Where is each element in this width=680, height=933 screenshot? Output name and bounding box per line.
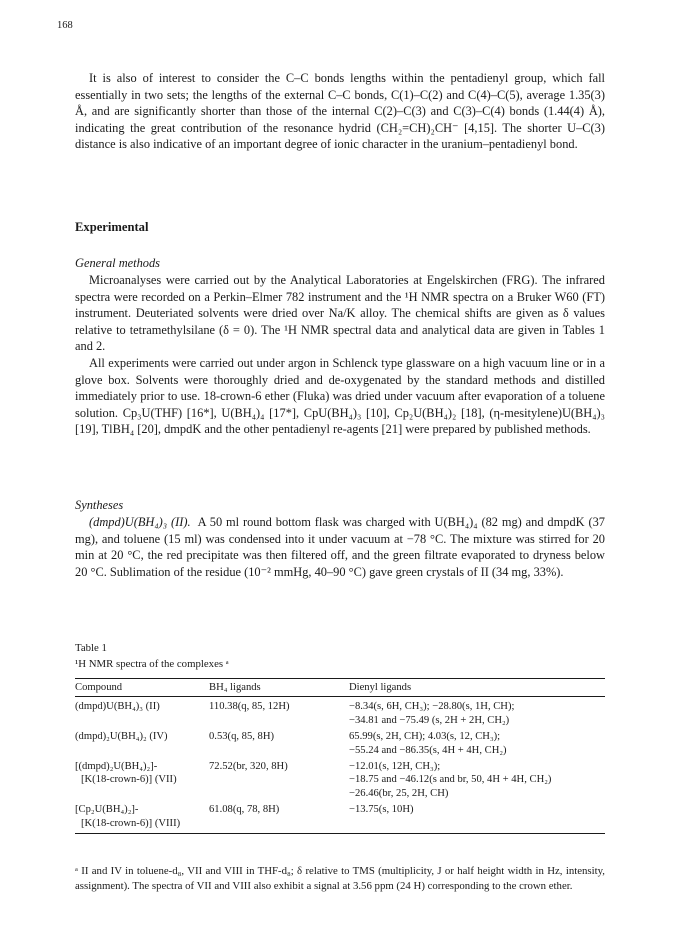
syntheses-paragraph (75, 514, 605, 580)
cell-line: 110.38(q, 85, 12H) (209, 701, 290, 713)
intro-section (75, 70, 605, 153)
cell-line: [K(18-crown-6)] (VIII) (81, 817, 181, 829)
cell-line: −8.34(s, 6H, CH₃); −28.80(s, 1H, CH); (349, 701, 515, 713)
cell-compound (75, 727, 195, 757)
cell-bh4 (195, 800, 349, 833)
nmr-table (75, 678, 605, 834)
cell-line: −18.75 and −46.12(s and br, 50, 4H + 4H, CH₂) (349, 774, 552, 786)
table-row (75, 697, 605, 727)
cell-line: −55.24 and −86.35(s, 4H + 4H, CH₂) (349, 744, 507, 756)
table-row (75, 800, 605, 833)
cell-dienyl (349, 800, 605, 833)
cell-compound (75, 697, 195, 727)
table-caption: ¹H NMR spectra of the complexes ᵃ (75, 658, 229, 670)
header-bh4-ligands: BH₄ ligands (195, 679, 349, 697)
cell-line: [K(18-crown-6)] (VII) (81, 774, 177, 786)
cell-dienyl (349, 757, 605, 800)
cell-compound (75, 800, 195, 833)
cell-line: 61.08(q, 78, 8H) (209, 804, 280, 816)
cell-line: 0.53(q, 85, 8H) (209, 731, 275, 743)
general-methods-paragraph-1: Microanalyses were carried out by the Analytical Laboratories at Engelskirchen (FRG). The infrared spectra were recorded on a Perkin–Elmer 782 instrument and the ¹H NMR spectra on a Bruker W60 (FT) instrument. Deuteriated solvents were dried over Na/K alloy. The chemical shifts are given as δ values relative to tetramethylsilane (δ = 0). The ¹H NMR spectral data and analytical data are given in Tables 1 and 2. (75, 273, 605, 354)
cell-dienyl (349, 697, 605, 727)
page-number: 168 (57, 20, 73, 31)
table-header-row (75, 679, 605, 697)
table-footnote: ᵃ II and IV in toluene-d₈, VII and VIII in THF-d₈; δ relative to TMS (multiplicity, J or half height width in Hz, intensity, assignment). The spectra of VII and VIII also exhibit a signal at 3.56 ppm (24 H) corresponding to the crown ether. (75, 865, 605, 892)
header-compound: Compound (75, 679, 195, 697)
cell-compound (75, 757, 195, 800)
cell-bh4 (195, 697, 349, 727)
syntheses-compound-label: (dmpd)U(BH₄)₃ (II). (89, 515, 191, 529)
syntheses-text: A 50 ml round bottom flask was charged with U(BH₄)₄ (82 mg) and dmpdK (37 mg), and toluene (15 ml) was condensed into it under vacuum at −78 °C. The mixture was stirred for 20 min at 20 °C, the red precipitate was then filtered off, and the green filtrate evaporated to dryness below 20 °C. Sublimation of the residue (10⁻² mmHg, 40–90 °C) gave green crystals of II (34 mg, 33%). (75, 515, 605, 579)
header-dienyl-ligands: Dienyl ligands (349, 679, 605, 697)
syntheses-section (75, 514, 605, 580)
cell-line: [Cp₂U(BH₄)₂]- (75, 804, 139, 816)
cell-bh4 (195, 757, 349, 800)
cell-line: −13.75(s, 10H) (349, 804, 414, 816)
cell-line: −26.46(br, 25, 2H, CH) (349, 787, 449, 799)
cell-line: [(dmpd)₂U(BH₄)₂]- (75, 761, 158, 773)
syntheses-heading: Syntheses (75, 498, 124, 512)
general-methods-paragraph-2: All experiments were carried out under argon in Schlenck type glassware on a high vacuum line or in a glove box. Solvents were thoroughly dried and de-oxygenated by the standard methods and distilled immediately prior to use. 18-crown-6 ether (Fluka) was dried under vacuum after evaporation of a toluene solution. Cp₃U(THF) [16*], U(BH₄)₄ [17*], CpU(BH₄)₃ [10], Cp₂U(BH₄)₂ [18], (η-mesitylene)U(BH₄)₃ [19], TlBH₄ [20], dmpdK and the other pentadienyl re-agents [21] were prepared by published methods. (75, 355, 605, 437)
cell-line: 65.99(s, 2H, CH); 4.03(s, 12, CH₃); (349, 731, 501, 743)
experimental-heading: Experimental (75, 220, 149, 234)
table-row (75, 757, 605, 800)
general-methods-section (75, 272, 605, 438)
cell-line: 72.52(br, 320, 8H) (209, 761, 288, 773)
cell-line: −12.01(s, 12H, CH₃); (349, 761, 441, 773)
cell-dienyl (349, 727, 605, 757)
general-methods-heading: General methods (75, 256, 160, 270)
cell-line: (dmpd)₂U(BH₄)₂ (IV) (75, 731, 168, 743)
table-label: Table 1 (75, 642, 107, 654)
table-row (75, 727, 605, 757)
cell-line: (dmpd)U(BH₄)₃ (II) (75, 701, 160, 713)
intro-paragraph: It is also of interest to consider the C–C bonds lengths within the pentadienyl group, which fall essentially in two sets; the lengths of the external C–C bonds, C(1)–C(2) and C(4)–C(5), average 1.35(3) Å, and are significantly shorter than those of the internal C(2)–C(3) and C(3)–C(4) bonds (1.44(4) Å), indicating the great contribution of the resonance hydrid (CH₂=CH)₂CH⁻ [4,15]. The shorter U–C(3) distance is also indicative of an important degree of ionic character in the uranium–pentadienyl bond. (75, 71, 605, 152)
cell-bh4 (195, 727, 349, 757)
cell-line: −34.81 and −75.49 (s, 2H + 2H, CH₂) (349, 714, 510, 726)
